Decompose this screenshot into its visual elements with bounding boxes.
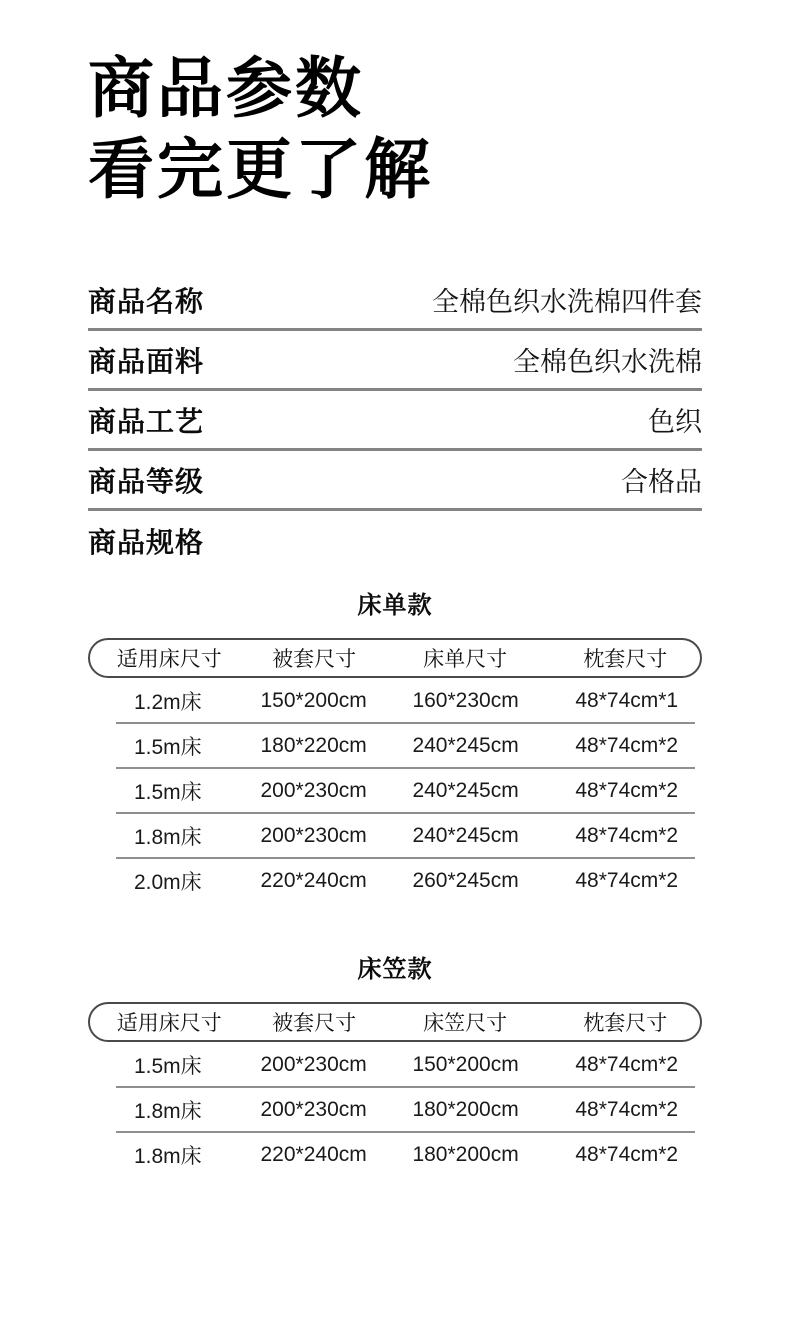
spec-row-fabric [88,331,702,391]
table-cell: 48*74cm*2 [575,1142,679,1166]
table-cell: 48*74cm*2 [575,733,679,757]
table-cell: 1.5m床 [133,780,202,804]
table-cell: 200*230cm [260,823,367,847]
table-cell: 260*245cm [412,868,519,892]
table-cell: 1.5m床 [133,735,202,759]
table-cell: 48*74cm*2 [575,823,679,847]
table-row [88,1042,702,1087]
table-caption: 床笠款 [357,956,433,984]
table-cell: 200*230cm [260,1097,367,1121]
table-cell: 180*200cm [412,1097,519,1121]
table-cell: 48*74cm*1 [575,688,679,712]
table-row [88,723,702,768]
table-cell: 220*240cm [260,1142,367,1166]
table-cell: 200*230cm [260,778,367,802]
table-body [88,1042,702,1177]
table-cell: 2.0m床 [133,870,202,894]
spec-row-craft [88,391,702,451]
table-row [88,1087,702,1132]
table-row [88,1132,702,1177]
table-cell: 48*74cm*2 [575,778,679,802]
column-header: 枕套尺寸 [583,1012,668,1036]
table-cell: 160*230cm [412,688,519,712]
column-header: 适用床尺寸 [116,1012,222,1036]
table-cell: 180*220cm [260,733,367,757]
spec-list [88,271,702,571]
table-cell: 1.5m床 [133,1054,202,1078]
table-row [88,813,702,858]
spec-label: 商品规格 [88,527,205,559]
column-header: 床笠尺寸 [423,1012,508,1036]
spec-row-name [88,271,702,331]
table-cell: 180*200cm [412,1142,519,1166]
table-header-pill [88,1002,702,1042]
page-title [88,48,702,209]
table-fitted-sheet-style [88,949,702,1177]
column-header: 被套尺寸 [272,648,357,672]
table-cell: 1.2m床 [133,690,202,714]
page-title-line1: 商品参数 [88,51,364,125]
spec-label: 商品名称 [88,285,205,317]
column-header: 适用床尺寸 [116,648,222,672]
table-cell: 200*230cm [260,1052,367,1076]
table-cell: 1.8m床 [133,1144,202,1168]
table-cell: 240*245cm [412,733,519,757]
table-header-pill [88,638,702,678]
table-cell: 240*245cm [412,778,519,802]
spec-value: 全棉色织水洗棉四件套 [432,287,702,318]
table-body [88,678,702,903]
spec-label: 商品等级 [88,465,205,497]
table-cell: 48*74cm*2 [575,868,679,892]
table-cell: 48*74cm*2 [575,1052,679,1076]
table-bedsheet-style [88,585,702,903]
column-header: 被套尺寸 [272,1012,357,1036]
page-title-line2: 看完更了解 [88,131,433,206]
spec-row-grade [88,451,702,511]
column-header: 床单尺寸 [423,648,508,672]
table-cell: 48*74cm*2 [575,1097,679,1121]
table-cell: 1.8m床 [133,1099,202,1123]
spec-label: 商品工艺 [88,405,205,437]
table-cell: 220*240cm [260,868,367,892]
table-cell: 240*245cm [412,823,519,847]
table-cell: 150*200cm [260,688,367,712]
spec-value: 全棉色织水洗棉 [513,347,702,378]
table-caption: 床单款 [357,592,433,620]
table-row [88,858,702,903]
table-row [88,768,702,813]
spec-value: 合格品 [621,467,702,498]
spec-row-spec [88,511,702,571]
table-row [88,678,702,723]
column-header: 枕套尺寸 [583,648,668,672]
spec-value: 色织 [648,407,702,438]
table-cell: 150*200cm [412,1052,519,1076]
table-cell: 1.8m床 [133,825,202,849]
spec-label: 商品面料 [88,345,205,377]
